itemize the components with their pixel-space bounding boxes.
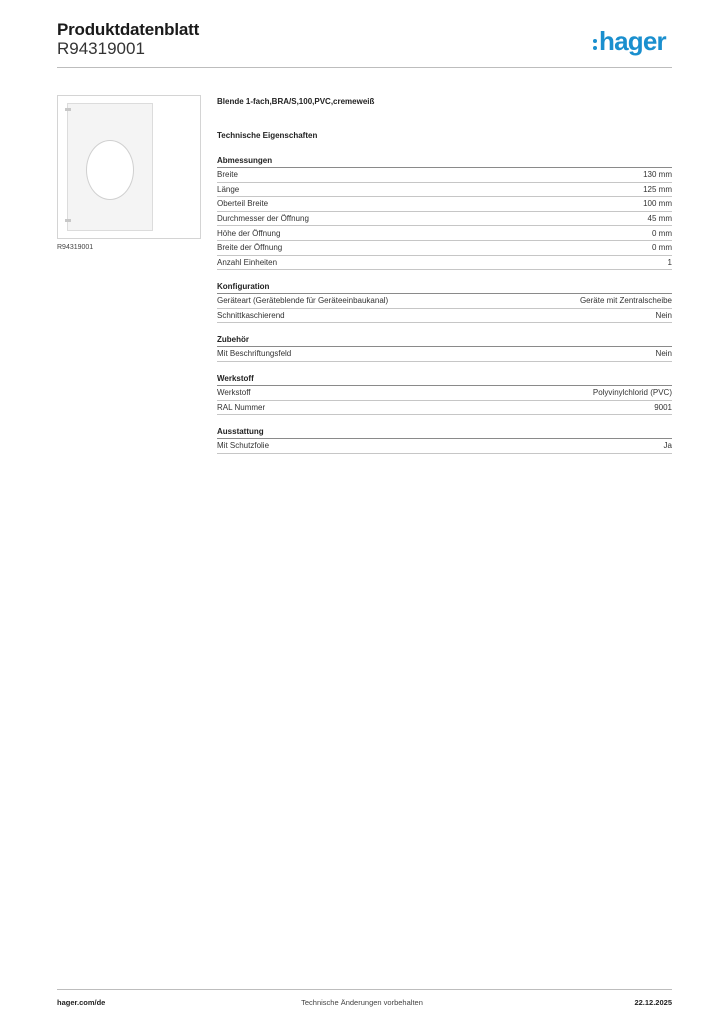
- row-value: 9001: [654, 402, 672, 412]
- logo-dots-icon: [593, 34, 598, 52]
- row-label: Oberteil Breite: [217, 199, 269, 209]
- row-label: Höhe der Öffnung: [217, 228, 281, 238]
- table-row: [217, 439, 672, 454]
- product-image: [57, 95, 201, 239]
- row-value: 45 mm: [647, 214, 672, 224]
- row-value: 130 mm: [643, 170, 672, 180]
- section-dimensions: [217, 155, 672, 270]
- table-row: [217, 241, 672, 256]
- row-label: Werkstoff: [217, 388, 251, 398]
- table-row: [217, 386, 672, 401]
- table-row: [217, 183, 672, 198]
- plate-opening: [86, 140, 134, 200]
- footer-divider: [57, 989, 672, 990]
- row-value: 0 mm: [652, 228, 672, 238]
- footer-website-link[interactable]: hager.com/de: [57, 998, 106, 1007]
- section-configuration: [217, 281, 672, 323]
- row-label: Mit Beschriftungsfeld: [217, 349, 292, 359]
- article-number: R94319001: [57, 39, 145, 58]
- header-divider: [57, 67, 672, 68]
- section-title: Zubehör: [217, 334, 672, 347]
- section-title: Werkstoff: [217, 373, 672, 386]
- logo-text: hager: [599, 26, 666, 56]
- cover-plate-icon: [67, 103, 153, 231]
- section-title: Konfiguration: [217, 281, 672, 294]
- row-label: Durchmesser der Öffnung: [217, 214, 309, 224]
- product-name: Blende 1-fach,BRA/S,100,PVC,cremeweiß: [217, 97, 375, 106]
- row-label: Breite der Öffnung: [217, 243, 283, 253]
- table-row: [217, 226, 672, 241]
- table-row: [217, 347, 672, 362]
- row-value: Nein: [655, 349, 672, 359]
- row-value: Polyvinylchlorid (PVC): [592, 388, 672, 398]
- row-label: Länge: [217, 184, 240, 194]
- table-row: [217, 294, 672, 309]
- row-value: 1: [667, 257, 672, 267]
- footer-notice: Technische Änderungen vorbehalten: [301, 998, 423, 1007]
- table-row: [217, 212, 672, 227]
- table-row: [217, 168, 672, 183]
- section-equipment: [217, 426, 672, 454]
- footer-date: 22.12.2025: [634, 998, 672, 1007]
- table-row: [217, 197, 672, 212]
- row-label: Schnittkaschierend: [217, 310, 285, 320]
- section-title: Abmessungen: [217, 155, 672, 168]
- row-label: Breite: [217, 170, 238, 180]
- document-title: Produktdatenblatt: [57, 20, 200, 39]
- row-value: 0 mm: [652, 243, 672, 253]
- row-value: Ja: [663, 441, 672, 451]
- image-caption: R94319001: [57, 244, 94, 251]
- technical-properties-heading: Technische Eigenschaften: [217, 131, 318, 140]
- row-label: Geräteart (Geräteblende für Geräteeinbaukanal): [217, 296, 389, 306]
- row-value: Geräte mit Zentralscheibe: [579, 296, 672, 306]
- row-value: 125 mm: [643, 184, 672, 194]
- row-label: Anzahl Einheiten: [217, 257, 278, 267]
- section-title: Ausstattung: [217, 426, 672, 439]
- section-accessories: [217, 334, 672, 362]
- table-row: [217, 309, 672, 324]
- row-value: Nein: [655, 310, 672, 320]
- table-row: [217, 256, 672, 271]
- row-label: RAL Nummer: [217, 402, 266, 412]
- row-label: Mit Schutzfolie: [217, 441, 270, 451]
- section-material: [217, 373, 672, 415]
- row-value: 100 mm: [643, 199, 672, 209]
- hager-logo: [593, 26, 666, 56]
- table-row: [217, 401, 672, 416]
